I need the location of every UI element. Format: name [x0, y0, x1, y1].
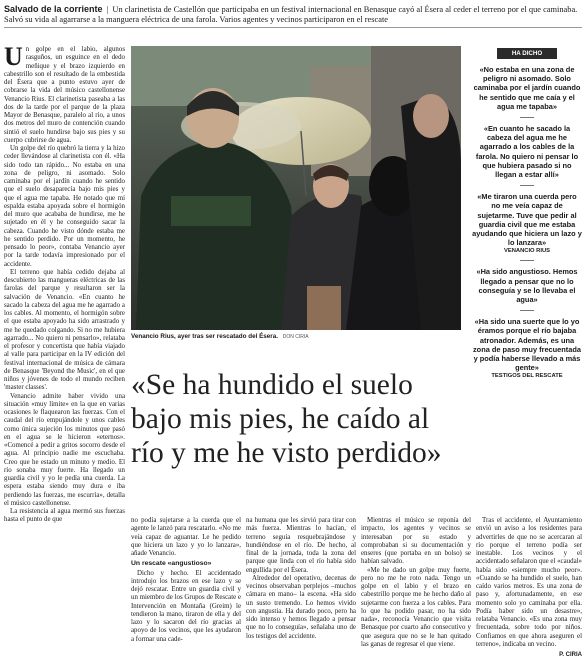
column-4 [361, 517, 471, 649]
sidebar-quote: «Me tiraron una cuerda pero no me veía capaz de sujetarme. Tuve que pedir al guardia civil que me estaba ayudando que hiciera un lazo y lo lanzara» [472, 192, 582, 248]
caption-text: Venancio Rius, ayer tras ser rescatado del Ésera. [131, 333, 279, 340]
photo-caption [131, 333, 461, 341]
pull-quote: «Se ha hundido el suelo bajo mis pies, he caído al río y me he visto perdido» [131, 369, 442, 469]
paragraph: La resistencia al agua mermó sus fuerzas hasta el punto de que [4, 508, 125, 524]
lead-paragraph [4, 42, 125, 145]
sidebar-quote: «No estaba en una zona de peligro ni asomado. Solo caminaba por el jardín cuando he sentido que me caía y el agua me tapaba» [473, 65, 581, 111]
paragraph: na humana que les sirvió para tirar con más fuerza. Mientras lo hacían, el terreno seguía resquebrajándose y hundiéndose en el río. De hecho, al final de la jornada, toda la zona del parque que linda con el río había sido engullida por el Ésera. [246, 517, 356, 574]
quote-divider [520, 185, 534, 186]
paragraph: Alrededor del operativo, decenas de vecinos observaban perplejos –muchos cámara en mano– la escena. «Ha sido un susto tremendo. Lo hemos vivido con angustia. Ha durado poco, pero ha sido intenso y hemos llegado a pensar que no lo conseguía», señalaba uno de los testigos del accidente. [246, 574, 356, 640]
quote-divider [520, 310, 534, 311]
header-rule [4, 27, 582, 28]
column-5 [476, 517, 582, 659]
separator: | [106, 5, 109, 14]
paragraph: no podía sujetarse a la cuerda que el agente le lanzó para rescatarlo. «No me veía capaz de aguantar. Le he pedido que hiciera un lazo y yo lo lanzara», añade Venancio. [131, 517, 241, 557]
kicker: Salvado de la corriente [4, 4, 103, 14]
sidebar-tag: HA DICHO [497, 48, 557, 59]
paragraph: Mientras el músico se reponía del impacto, los agentes y vecinos se interesaban por su estado y comprobaban si su documentación y enseres (que portaba en un bolso) se habían salvado. [361, 517, 471, 566]
paragraph-text: n golpe en el labio, algunos rasguños, un esguince en el dedo meñique y el brazo izquierdo en cabestrillo son el resultado de la embestida del Ésera que a punto estuvo ayer de cobrarse la vida del músico castellonense Venancio Rius. El clarinetista paseaba a las dos de la tarde por el parque de la plaza Mayor de Benasque, paralelo al río, a unos dos metros del muro de contención cuando sintió el suelo hundirse bajo sus pies y su cuerpo cubrirse de agua. [4, 46, 125, 144]
article-deck [4, 4, 582, 26]
deck-summary: Un clarinetista de Castellón que participaba en un festival internacional en Benasque cayó al Ésera al ceder el terreno por el que caminaba. Salvó su vida al agarrarse a la manguera eléctrica de una farola. Varios agentes y vecinos participaron en el rescate [4, 5, 578, 25]
paragraph: Dicho y hecho. El accidentado introdujo los brazos en ese lazo y se dejó rescatar. Entre un guardia civil y un miembro de los Grupos de Rescate e Intervención en Montaña (Greim) le tendieron la mano, tiraron de ella y del lazo y lo sacaron del río gracias al apoyo de los vecinos, que les ayudaron a formar una cade- [131, 569, 241, 643]
quotes-sidebar [472, 48, 582, 379]
column-3 [246, 517, 356, 641]
paragraph: «Me he dado un golpe muy fuerte, pero no me he roto nada. Tengo un golpe en el labio y el brazo en cabestrillo porque me he hecho daño al sujetarme con fuerza a los cables. Para lo que ha podido pasar, no ha sido nada», reconocía Venancio que visita Benasque por cuarto año consecutivo y que asegura que no se le han quitado las ganas de regresar el que viene. [361, 566, 471, 648]
photo-illustration [131, 46, 461, 330]
paragraph: El terreno que había cedido dejaba al descubierto las mangueras eléctricas de las farolas del parque y resultaron ser la salvación de Venancio. «En cuanto he sacado la cabeza del agua me he agarrado a los cables. Al momento, el hormigón sobre el que estaba apoyado ha sido arrastrado y me he quedado colgando. Si no me hubiera agarrado... No quiero ni pensarlo», relataba el profesor y concertista que había viajado al valle para participar en la IV edición del festival internacional de música de cámara de Benasque 'Beyond the Music', en el que niños y jóvenes de todo el mundo reciben 'master classes'. [4, 268, 125, 392]
sidebar-quote: «En cuanto he sacado la cabeza del agua me he agarrado a los cables de la farola. No quiero ni pensar lo que hubiera pasado si no llegan a estar allí» [475, 124, 579, 180]
column-2 [131, 517, 241, 644]
quote-attribution: TESTIGOS DEL RESCATE [491, 373, 563, 380]
subhead: Un rescate «angustioso» [131, 560, 212, 568]
byline-signature: P. CIRIA [559, 652, 582, 658]
quote-divider [520, 117, 534, 118]
rescue-photo [131, 46, 461, 330]
sidebar-quote: «Ha sido angustioso. Hemos llegado a pensar que no lo conseguía y se lo llevaba el agua» [476, 267, 578, 305]
photo-credit: DON CIRIA [282, 334, 309, 340]
paragraph: Un golpe del río quebró la tierra y la hizo ceder llevándose al clarinetista con él. «Ha sido todo tan rápido... No estaba en una zona de peligro, ni asomado. Solo caminaba por el jardín cuando he sentido que el suelo desaparecía bajo mis pies y que el agua me tapaba. He notado que mi espalda estaba apoyada sobre el hormigón del muro que acababa de hundirse, me he sujetado en él y he conseguido sacar la cabeza. Cuando he visto dónde estaba me he sentido perdido. Por un momento, he pensado lo peor», contaba Venancio ayer por la tarde todavía impresionado por el accidente. [4, 145, 125, 268]
paragraph: Venancio admite haber vivido una situación «muy límite» en la que en varias ocasiones le flaquearon las fuerzas. Con el caudal del río empujándole y unos cables como única sujeción los minutos que pasó en el agua se le hicieron «eternos». «Comencé a pedir a gritos socorro desde el agua. Al principio nadie me escuchaba. Creo que he estado un minuto y medio. El río sonaba muy fuerte. Ha llegado un guardia civil y yo le pedía una cuerda. La espera estaba siendo muy dura e iba perdiendo las fuerzas, me escurría», detalla el músico castellonense. [4, 392, 125, 507]
quote-divider [520, 260, 534, 261]
paragraph: Tras el accidente, el Ayuntamiento envió un aviso a los residentes para advertirles de que no se acercaran al río porque el terreno podía ser inestable. Los vecinos y el accidentado señalaron que el «caudal» había sido «siempre mucho peor». «Cuando se ha hundido el suelo, han caído varios metros. Es una zona de paso y, afortunadamente, en ese momento solo yo caminaba por ella. Podía haber sido un desastre», relataba Venancio. «Es una zona muy frecuentada, sobre todo por niños. Confiamos en que ahora aseguren el terreno», indicaba un vecino. [476, 517, 582, 648]
dropcap: U [4, 42, 23, 71]
quote-attribution: VENANCIO RIUS [503, 248, 551, 255]
sidebar-quote: «Ha sido una suerte que lo yo éramos porque el río bajaba atronador. Además, es una zona de paso muy frecuentada y podía haberse llevado a más gente» [472, 317, 581, 373]
column-1 [4, 42, 125, 525]
